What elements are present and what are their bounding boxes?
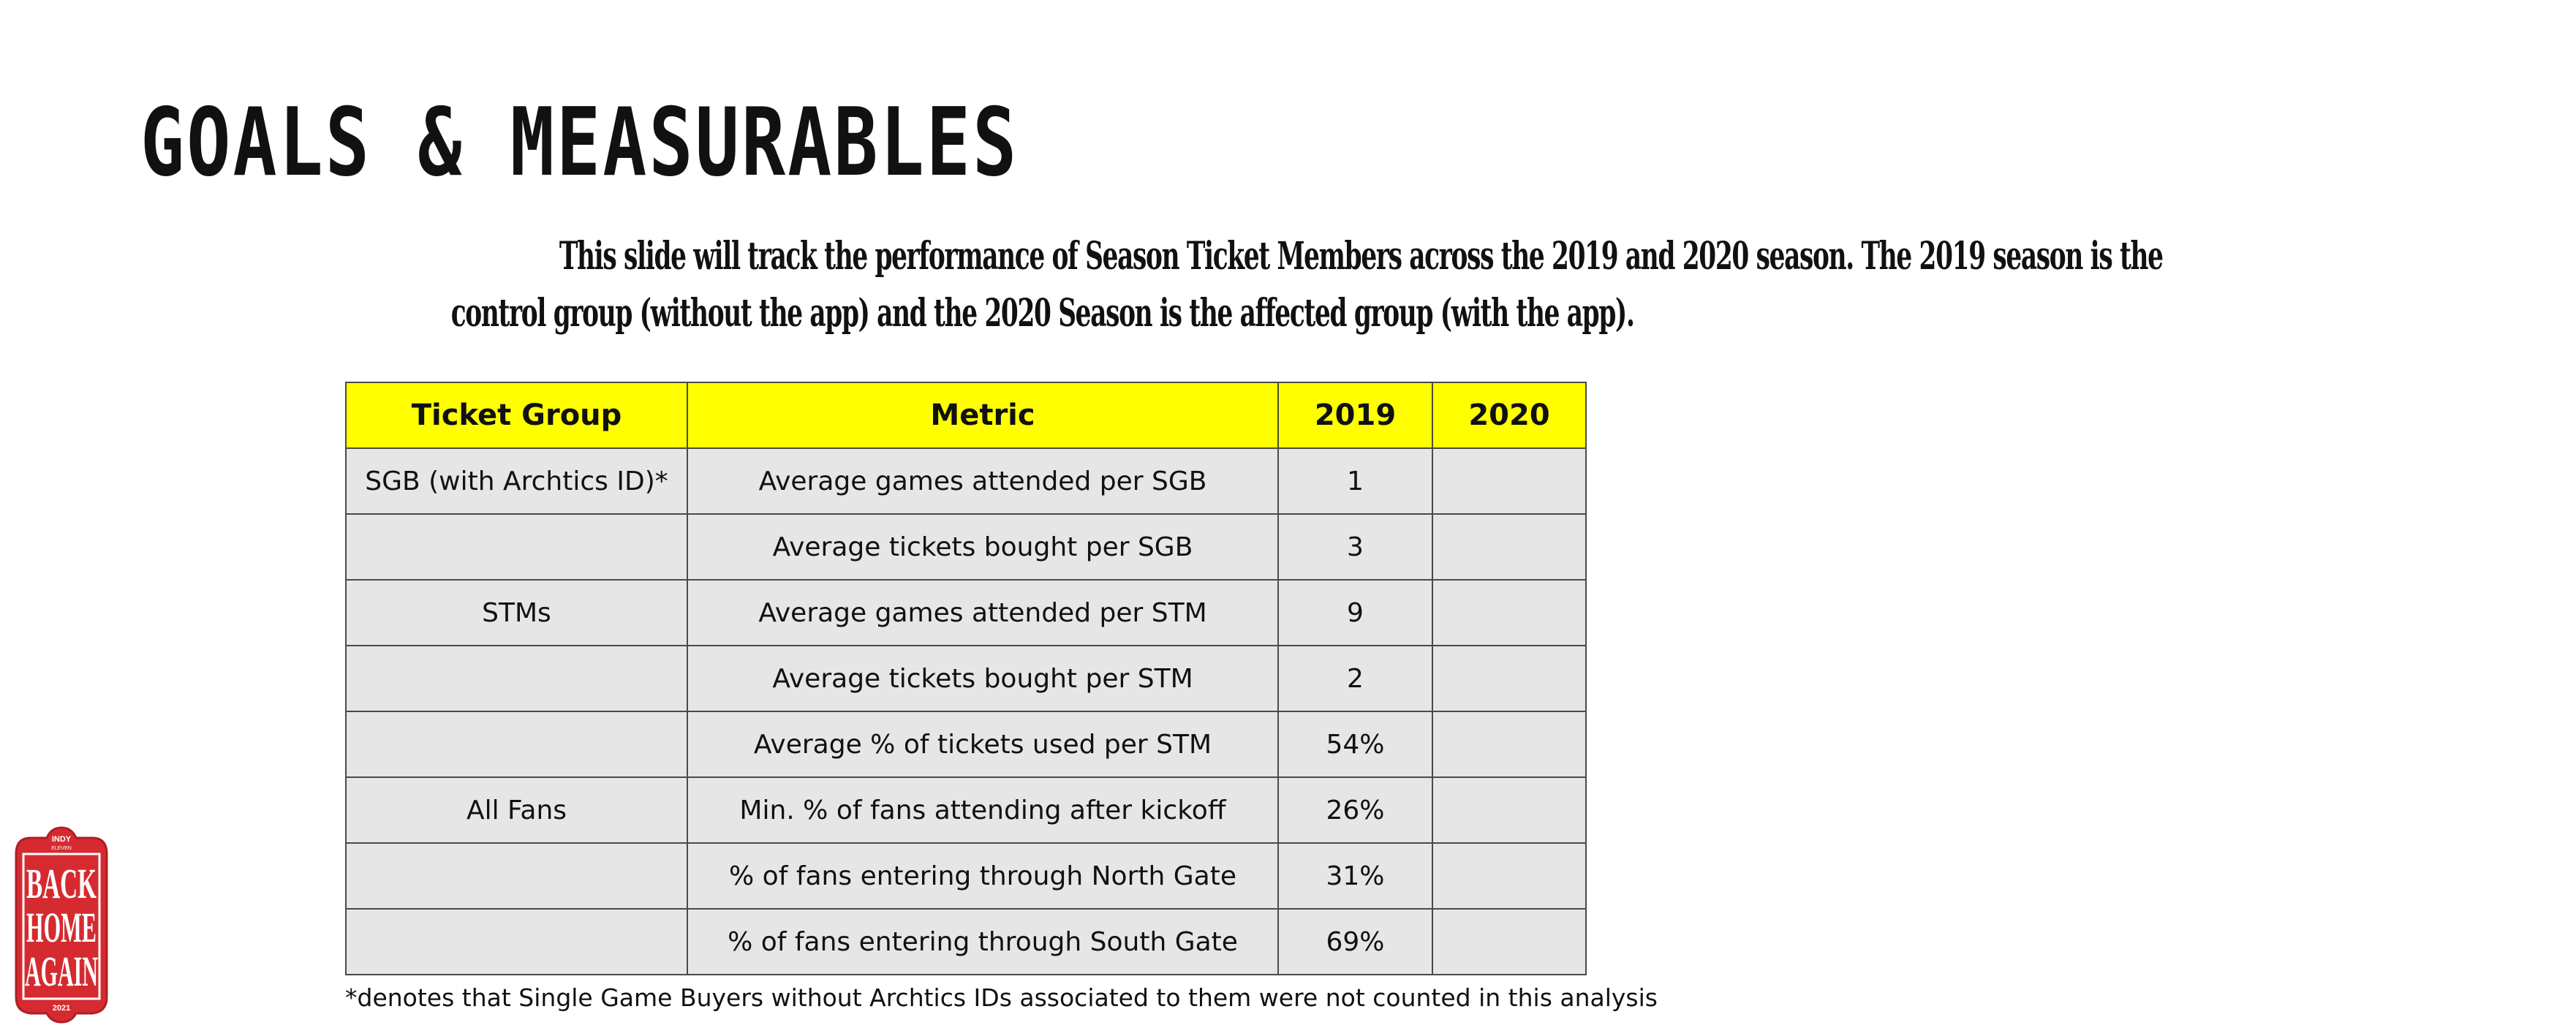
- header-2019: 2019: [1278, 382, 1432, 448]
- header-ticket-group: Ticket Group: [346, 382, 687, 448]
- cell-metric: Min. % of fans attending after kickoff: [687, 777, 1278, 843]
- table-row: [346, 646, 1586, 711]
- footnote: *denotes that Single Game Buyers without Archtics IDs associated to them were not counted in this analysis: [345, 983, 1658, 1012]
- slide-subtitle: [146, 228, 2163, 342]
- table-row: [346, 580, 1586, 646]
- cell-2020: [1432, 646, 1586, 711]
- table-row: [346, 448, 1586, 514]
- table-row: [346, 711, 1586, 777]
- cell-ticket-group: [346, 909, 687, 975]
- cell-metric: Average % of tickets used per STM: [687, 711, 1278, 777]
- cell-2019: 69%: [1278, 909, 1432, 975]
- logo-line-2: HOME: [26, 904, 97, 951]
- cell-metric: % of fans entering through North Gate: [687, 843, 1278, 909]
- logo-line-1: BACK: [26, 860, 97, 907]
- header-2020: 2020: [1432, 382, 1586, 448]
- table-row: [346, 777, 1586, 843]
- cell-ticket-group: [346, 711, 687, 777]
- cell-2020: [1432, 843, 1586, 909]
- cell-2019: 31%: [1278, 843, 1432, 909]
- cell-ticket-group: [346, 646, 687, 711]
- slide-title: GOALS & MEASURABLES: [140, 88, 1019, 197]
- cell-metric: Average games attended per SGB: [687, 448, 1278, 514]
- cell-2019: 54%: [1278, 711, 1432, 777]
- subtitle-line-1: This slide will track the performance of Season Ticket Members across the 2019 and 2020 season. The 2019 season is the: [559, 234, 2163, 279]
- header-metric: Metric: [687, 382, 1278, 448]
- cell-ticket-group: STMs: [346, 580, 687, 646]
- cell-2020: [1432, 777, 1586, 843]
- cell-metric: Average tickets bought per SGB: [687, 514, 1278, 580]
- logo-top-text: INDY: [51, 835, 72, 844]
- cell-2019: 2: [1278, 646, 1432, 711]
- table-row: [346, 514, 1586, 580]
- cell-ticket-group: SGB (with Archtics ID)*: [346, 448, 687, 514]
- cell-2019: 9: [1278, 580, 1432, 646]
- cell-2019: 3: [1278, 514, 1432, 580]
- cell-2019: 1: [1278, 448, 1432, 514]
- logo-line-3: AGAIN: [25, 948, 99, 995]
- logo-year: 2021: [52, 1004, 71, 1013]
- cell-metric: Average games attended per STM: [687, 580, 1278, 646]
- cell-2020: [1432, 580, 1586, 646]
- cell-metric: Average tickets bought per STM: [687, 646, 1278, 711]
- table-row: [346, 909, 1586, 975]
- cell-metric: % of fans entering through South Gate: [687, 909, 1278, 975]
- cell-2019: 26%: [1278, 777, 1432, 843]
- cell-2020: [1432, 448, 1586, 514]
- cell-ticket-group: All Fans: [346, 777, 687, 843]
- table-row: [346, 843, 1586, 909]
- logo-sub-text: ELEVEN: [51, 846, 72, 851]
- cell-ticket-group: [346, 843, 687, 909]
- cell-2020: [1432, 514, 1586, 580]
- cell-2020: [1432, 711, 1586, 777]
- cell-ticket-group: [346, 514, 687, 580]
- table-header-row: [346, 382, 1586, 448]
- metrics-table: [345, 382, 1587, 975]
- cell-2020: [1432, 909, 1586, 975]
- back-home-again-logo: [9, 825, 114, 1024]
- subtitle-line-2: control group (without the app) and the 2020 Season is the affected group (with the app).: [450, 291, 1634, 336]
